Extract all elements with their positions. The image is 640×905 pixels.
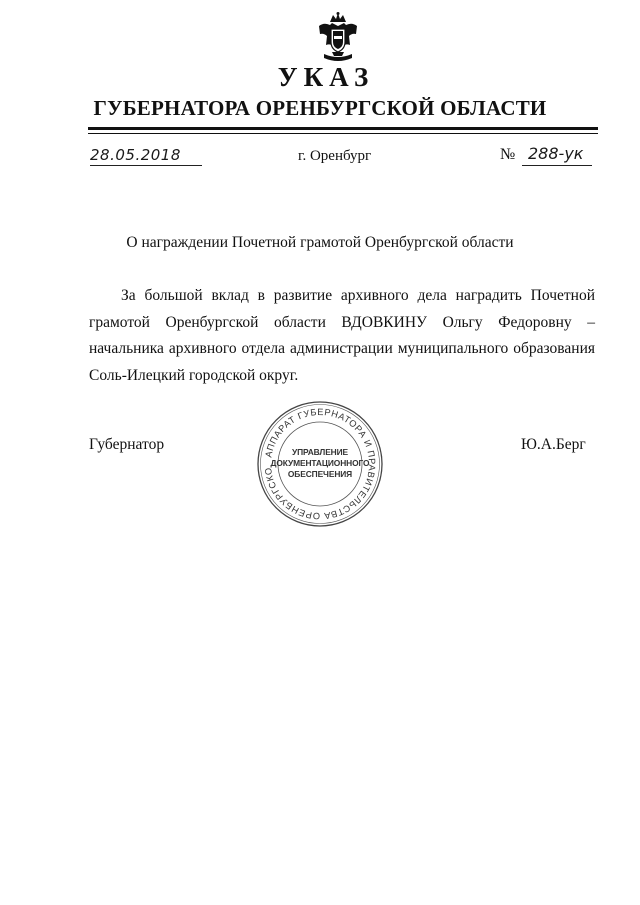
header-divider-thick [88, 127, 598, 130]
header-divider-thin [88, 133, 598, 134]
official-stamp [256, 400, 384, 528]
document-title: УКАЗ [277, 62, 375, 92]
document-date: 28.05.2018 [90, 146, 181, 164]
number-label: № [500, 146, 516, 163]
document-body [89, 283, 595, 389]
date-underline [90, 165, 202, 166]
document-subject: О награждении Почетной грамотой Оренбургской области [126, 234, 514, 251]
document-subtitle: ГУБЕРНАТОРА ОРЕНБУРГСКОЙ ОБЛАСТИ [93, 96, 547, 120]
document-number: 288-ук [528, 144, 584, 163]
stamp-ring-text: АППАРАТ ГУБЕРНАТОРА И ПРАВИТЕЛЬСТВА ОРЕНБУРГСКО [263, 406, 378, 522]
stamp-line-3: ОБЕСПЕЧЕНИЯ [287, 469, 353, 479]
signer-role: Губернатор [89, 436, 165, 453]
document-city: г. Оренбург [298, 148, 372, 164]
signer-name: Ю.А.Берг [521, 436, 586, 453]
coat-of-arms-icon [316, 12, 360, 64]
stamp-line-2: ДОКУМЕНТАЦИОННОГО [270, 458, 370, 468]
body-paragraph: За большой вклад в развитие архивного дела наградить Почетной грамотой Оренбургской области ВДОВКИНУ Ольгу Федоровну – начальника архивного отдела администрации муниципального образования Соль-Илецкий городской округ. [89, 287, 595, 384]
number-underline [522, 165, 592, 166]
stamp-line-1: УПРАВЛЕНИЕ [291, 447, 349, 457]
